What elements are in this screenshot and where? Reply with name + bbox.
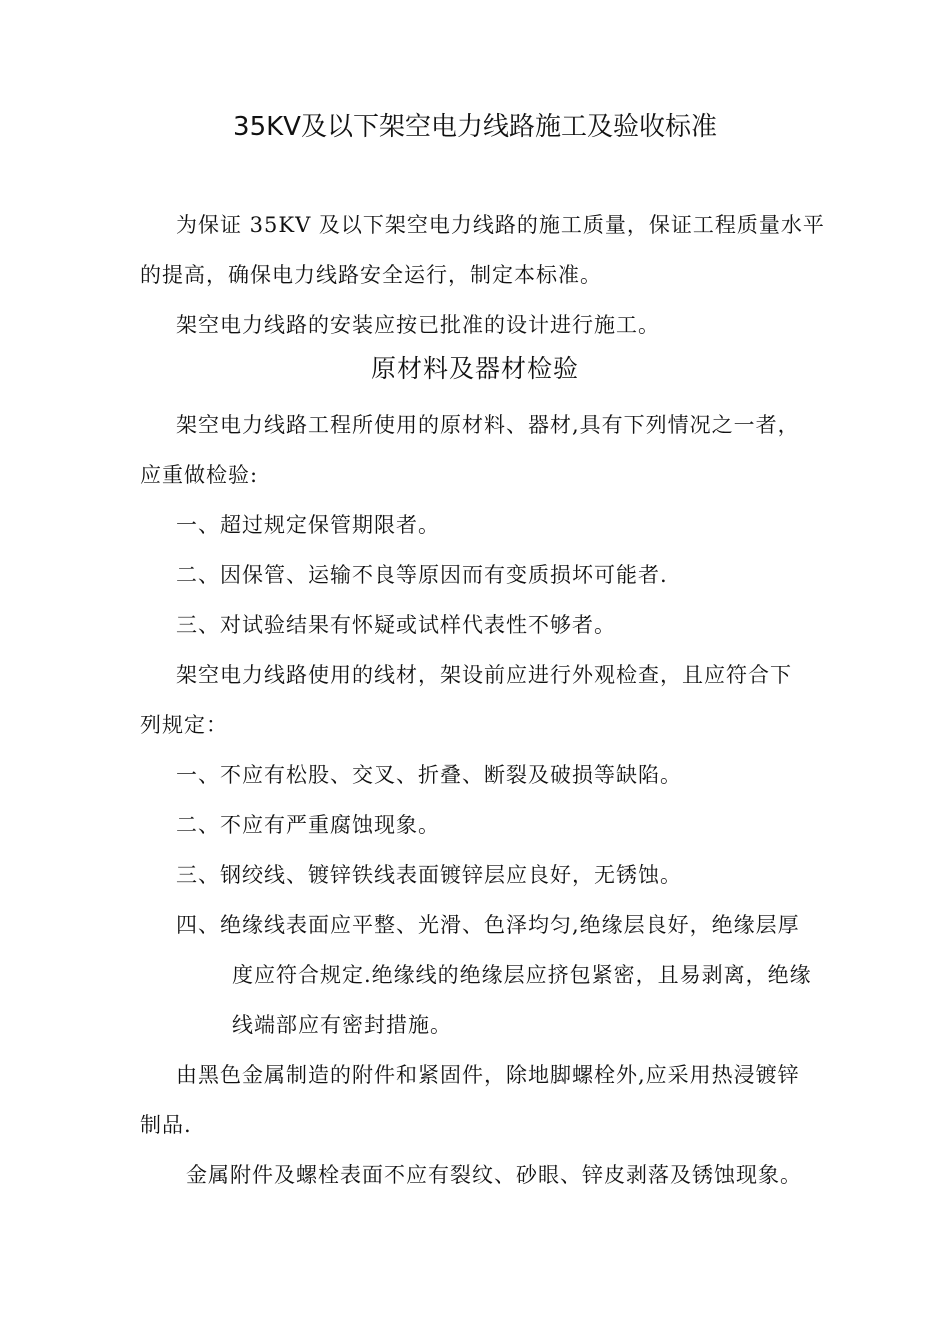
section-heading: 原材料及器材检验	[370, 354, 579, 383]
materials-item-3: 三、对试验结果有怀疑或试样代表性不够者。	[176, 613, 616, 637]
surface-note: 金属附件及螺栓表面不应有裂纹、砂眼、锌皮剥落及锈蚀现象。	[186, 1163, 802, 1187]
materials-intro-line-1: 架空电力线路工程所使用的原材料、器材,具有下列情况之一者，	[176, 413, 800, 437]
materials-intro-line-2: 应重做检验:	[140, 463, 259, 487]
wires-item-1: 一、不应有松股、交叉、折叠、断裂及破损等缺陷。	[176, 763, 682, 787]
materials-item-2: 二、因保管、运输不良等原因而有变质损坏可能者.	[176, 563, 668, 587]
wires-item-4-line-3: 线端部应有密封措施。	[232, 1013, 452, 1037]
materials-item-1: 一、超过规定保管期限者。	[176, 513, 440, 537]
wires-item-3: 三、钢绞线、镀锌铁线表面镀锌层应良好，无锈蚀。	[176, 863, 682, 887]
fittings-line-2: 制品.	[140, 1113, 192, 1137]
wires-item-4-line-1: 四、绝缘线表面应平整、光滑、色泽均匀,绝缘层良好，绝缘层厚	[176, 913, 800, 937]
wires-item-4-line-2: 度应符合规定.绝缘线的绝缘层应挤包紧密，且易剥离，绝缘	[232, 963, 812, 987]
fittings-line-1: 由黑色金属制造的附件和紧固件，除地脚螺栓外,应采用热浸镀锌	[176, 1063, 800, 1087]
intro-line-1: 为保证 35KV 及以下架空电力线路的施工质量，保证工程质量水平	[176, 213, 825, 237]
wires-intro-line-2: 列规定：	[140, 713, 228, 737]
document-title: 35KV及以下架空电力线路施工及验收标准	[233, 112, 717, 142]
wires-item-2: 二、不应有严重腐蚀现象。	[176, 813, 440, 837]
intro-line-2: 的提高，确保电力线路安全运行，制定本标准。	[140, 263, 602, 287]
design-note: 架空电力线路的安装应按已批准的设计进行施工。	[176, 313, 660, 337]
wires-intro-line-1: 架空电力线路使用的线材，架设前应进行外观检查，且应符合下	[176, 663, 792, 687]
